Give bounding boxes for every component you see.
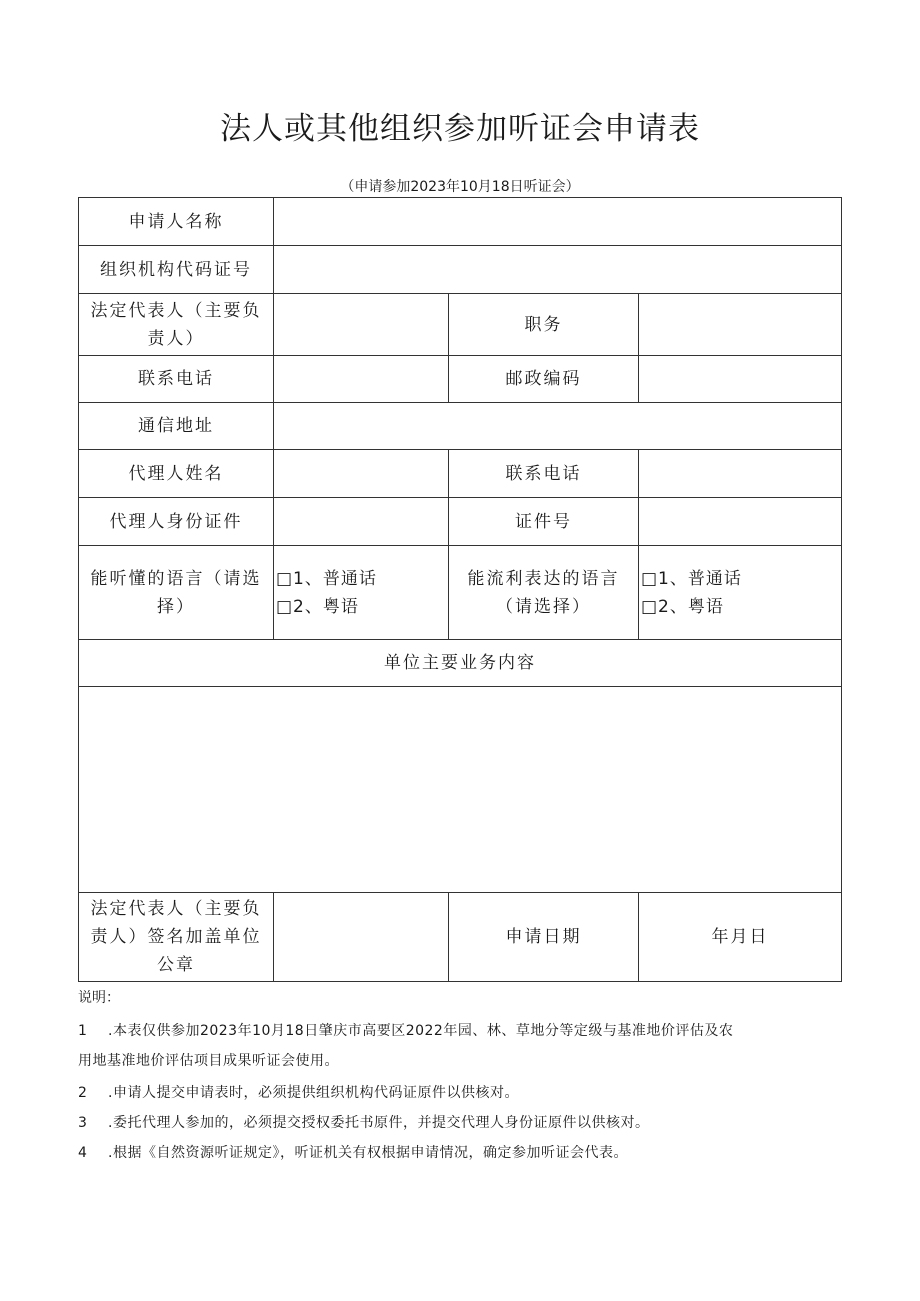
field-business-content[interactable] [79,687,842,893]
label-legal-rep: 法定代表人（主要负责人） [79,294,274,356]
listen-language-options[interactable] [274,546,449,640]
note-number: 2 [78,1085,88,1101]
page-title: 法人或其他组织参加听证会申请表 [220,111,700,147]
row-phone [79,356,842,403]
row-agent-name [79,450,842,498]
speak-language-options[interactable] [639,546,842,640]
field-legal-rep[interactable] [274,294,449,356]
page-subtitle: （申请参加2023年10月18日听证会） [340,179,580,195]
field-signature[interactable] [274,893,449,982]
note-number: 1 [78,1023,88,1039]
label-speak-language: 能流利表达的语言（请选择） [449,546,639,640]
field-address[interactable] [274,403,842,450]
note-text: .申请人提交申请表时，必须提供组织机构代码证原件以供核对。 [108,1085,519,1101]
note-number: 4 [78,1145,88,1161]
field-agent-id-doc[interactable] [274,498,449,546]
field-agent-phone[interactable] [639,450,842,498]
field-apply-date[interactable]: 年月日 [639,893,842,982]
label-agent-id-doc: 代理人身份证件 [79,498,274,546]
label-position: 职务 [449,294,639,356]
row-business-header [79,640,842,687]
row-agent-id [79,498,842,546]
note-item-4 [78,1143,848,1163]
note-item-1 [78,1021,848,1071]
note-item-3 [78,1113,848,1133]
note-text: .委托代理人参加的，必须提交授权委托书原件，并提交代理人身份证原件以供核对。 [108,1115,650,1131]
row-org-code [79,246,842,294]
label-applicant-name: 申请人名称 [79,198,274,246]
label-agent-name: 代理人姓名 [79,450,274,498]
label-apply-date: 申请日期 [449,893,639,982]
field-org-code[interactable] [274,246,842,294]
listen-option-mandarin[interactable]: □1、普通话 [276,568,377,589]
note-number: 3 [78,1115,88,1131]
row-language [79,546,842,640]
label-org-code: 组织机构代码证号 [79,246,274,294]
row-signature [79,893,842,982]
row-legal-rep [79,294,842,356]
label-address: 通信地址 [79,403,274,450]
field-applicant-name[interactable] [274,198,842,246]
speak-option-mandarin[interactable]: □1、普通话 [641,568,742,589]
field-phone[interactable] [274,356,449,403]
field-agent-name[interactable] [274,450,449,498]
listen-option-cantonese[interactable]: □2、粤语 [276,596,359,617]
label-phone: 联系电话 [79,356,274,403]
field-id-number[interactable] [639,498,842,546]
label-business-content: 单位主要业务内容 [79,640,842,687]
row-address [79,403,842,450]
field-position[interactable] [639,294,842,356]
application-form [78,197,842,982]
note-item-2 [78,1083,848,1103]
note-text: .本表仅供参加2023年10月18日肇庆市高要区2022年园、林、草地分等定级与基准地价评估及农 [108,1023,734,1039]
label-listen-language: 能听懂的语言（请选择） [79,546,274,640]
label-agent-phone: 联系电话 [449,450,639,498]
notes-heading: 说明： [78,990,120,1006]
note-text-continued: 用地基准地价评估项目成果听证会使用。 [78,1053,339,1069]
notes-section [78,988,848,1173]
row-business-content [79,687,842,893]
speak-option-cantonese[interactable]: □2、粤语 [641,596,724,617]
note-text: .根据《自然资源听证规定》，听证机关有权根据申请情况，确定参加听证会代表。 [108,1145,628,1161]
field-postal-code[interactable] [639,356,842,403]
label-id-number: 证件号 [449,498,639,546]
row-applicant-name [79,198,842,246]
label-signature: 法定代表人（主要负责人）签名加盖单位公章 [79,893,274,982]
label-postal-code: 邮政编码 [449,356,639,403]
